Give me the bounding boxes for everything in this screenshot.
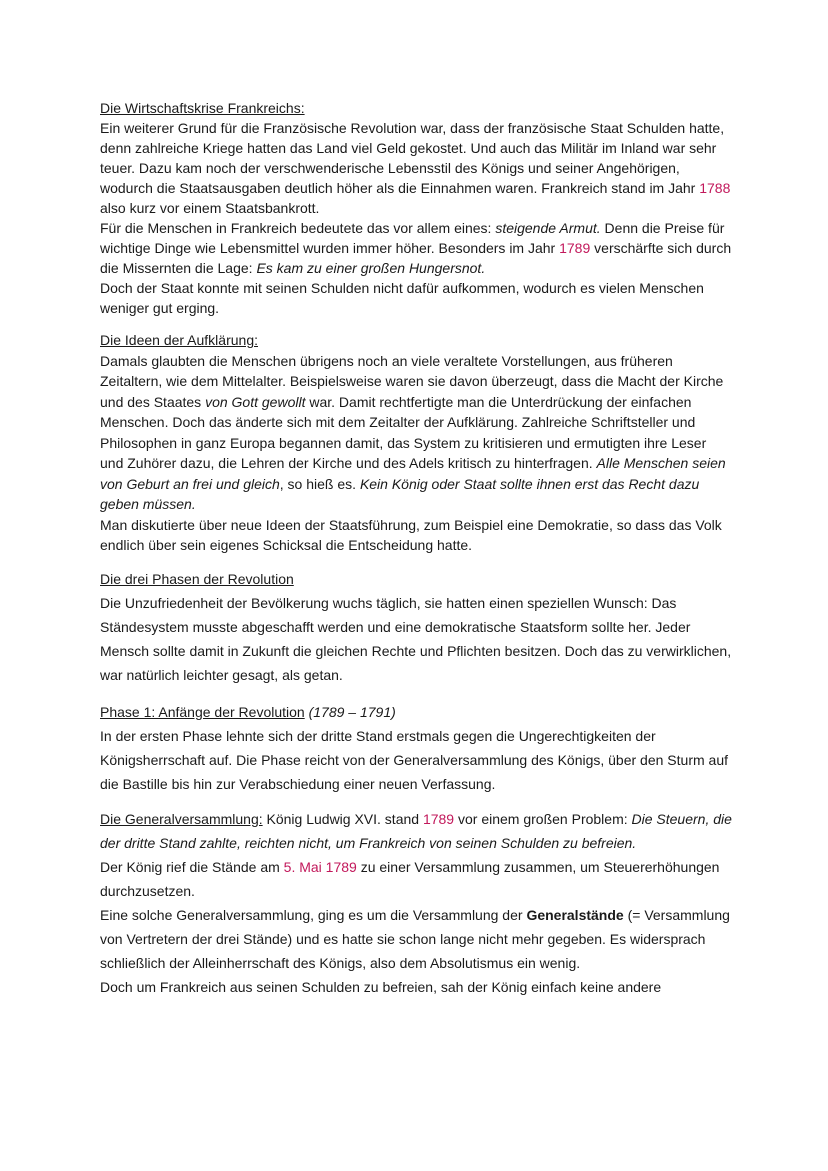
italic-text: von Gott gewollt	[205, 393, 306, 410]
italic-text: Alle Menschen seien von Geburt an frei und gleich	[100, 455, 726, 492]
paragraph-text: verschärfte sich durch die Missernten die Lage:	[100, 240, 732, 276]
paragraph-text: (= Versammlung von Vertretern der drei Stände) und es hatte sie schon lange nicht mehr gegeben. Es widersprach schließlich der Alleinherrschaft des Königs, also dem Absolutismus ein wenig.	[100, 906, 730, 971]
year-highlight: 1789	[422, 810, 455, 827]
section-heading: Die Ideen der Aufklärung:	[100, 332, 258, 348]
section-heading: Die Generalversammlung:	[100, 810, 263, 827]
year-highlight: 1788	[699, 180, 731, 196]
paragraph-text: war. Damit rechtfertigte man die Unterdrückung der einfachen Menschen. Doch das änderte sich mit dem Zeitalter der Aufklärung. Zahlreiche Schriftsteller und Philosophen in ganz Europa begannen damit, das System zu kritisieren und ermutigten ihre Leser und Zuhörer dazu, die Lehren der Kirche und des Adels kritisch zu hinterfragen.	[100, 393, 707, 471]
paragraph-text: König Ludwig XVI. stand	[262, 810, 423, 827]
heading-dates: (1789 – 1791)	[308, 703, 396, 720]
section-drei-phasen	[100, 567, 732, 687]
paragraph-text: Der König rief die Stände am	[100, 858, 284, 875]
section-generalversammlung	[100, 807, 732, 999]
paragraph-text: In der ersten Phase lehnte sich der dritte Stand erstmals gegen die Ungerechtigkeiten der Königsherrschaft auf. Die Phase reicht von der Generalversammlung des Königs, über den Sturm auf die Bastille bis hin zur Verabschiedung einer neuen Verfassung.	[100, 727, 728, 792]
document-page	[100, 98, 732, 999]
section-phase-1	[100, 700, 732, 796]
paragraph-text: Die Unzufriedenheit der Bevölkerung wuchs täglich, sie hatten einen speziellen Wunsch: Das Ständesystem musste abgeschafft werden und eine demokratische Staatsform sollte her. Jeder Mensch sollte damit in Zukunft die gleichen Rechte und Pflichten besitzen. Doch das zu verwirklichen, war natürlich leichter gesagt, als getan.	[100, 594, 732, 683]
paragraph-text: Doch um Frankreich aus seinen Schulden zu befreien, sah der König einfach keine andere	[100, 978, 662, 995]
section-aufklaerung	[100, 330, 732, 556]
year-highlight: 1789	[559, 240, 591, 256]
paragraph-text: vor einem großen Problem:	[454, 810, 632, 827]
section-heading: Phase 1: Anfänge der Revolution	[100, 703, 305, 720]
italic-text: Es kam zu einer großen Hungersnot.	[256, 260, 486, 276]
italic-text: Kein König oder Staat sollte ihnen erst das Recht dazu geben müssen.	[100, 475, 700, 512]
paragraph-text: also kurz vor einem Staatsbankrott.	[100, 200, 320, 216]
paragraph-text: Eine solche Generalversammlung, ging es um die Versammlung der	[100, 906, 527, 923]
paragraph-text: Denn die Preise für wichtige Dinge wie Lebensmittel wurden immer höher. Besonders im Jahr	[100, 220, 725, 256]
bold-term: Generalstände	[526, 906, 624, 923]
section-heading: Die drei Phasen der Revolution	[100, 570, 294, 587]
paragraph-text: Man diskutierte über neue Ideen der Staatsführung, zum Beispiel eine Demokratie, so dass das Volk endlich über sein eigenes Schicksal die Entscheidung hatte.	[100, 516, 722, 553]
paragraph-text: Doch der Staat konnte mit seinen Schulden nicht dafür aufkommen, wodurch es vielen Menschen weniger gut erging.	[100, 280, 704, 316]
paragraph-text: Für die Menschen in Frankreich bedeutete das vor allem eines:	[100, 220, 496, 236]
paragraph-text: Ein weiterer Grund für die Französische Revolution war, dass der französische Staat Schulden hatte, denn zahlreiche Kriege hatten das Land viel Geld gekostet. Und auch das Militär im Inland war sehr teuer. Dazu kam noch der verschwenderische Lebensstil des Königs und seiner Angehörigen, wodurch die Staatsausgaben deutlich höher als die Einnahmen waren. Frankreich stand im Jahr	[100, 120, 725, 196]
paragraph-text: , so hieß es.	[279, 475, 360, 492]
section-heading: Die Wirtschaftskrise Frankreichs:	[100, 100, 305, 116]
section-wirtschaftskrise	[100, 98, 732, 318]
italic-text: steigende Armut.	[495, 220, 601, 236]
paragraph-text: zu einer Versammlung zusammen, um Steuererhöhungen durchzusetzen.	[100, 858, 720, 899]
paragraph-text: Damals glaubten die Menschen übrigens noch an viele veraltete Vorstellungen, aus früheren Zeitaltern, wie dem Mittelalter. Beispielsweise waren sie davon überzeugt, dass die Macht der Kirche und des Staates	[100, 352, 724, 410]
date-highlight: 5. Mai 1789	[283, 858, 357, 875]
italic-text: Die Steuern, die der dritte Stand zahlte, reichten nicht, um Frankreich von seinen Schulden zu befreien.	[100, 810, 732, 851]
